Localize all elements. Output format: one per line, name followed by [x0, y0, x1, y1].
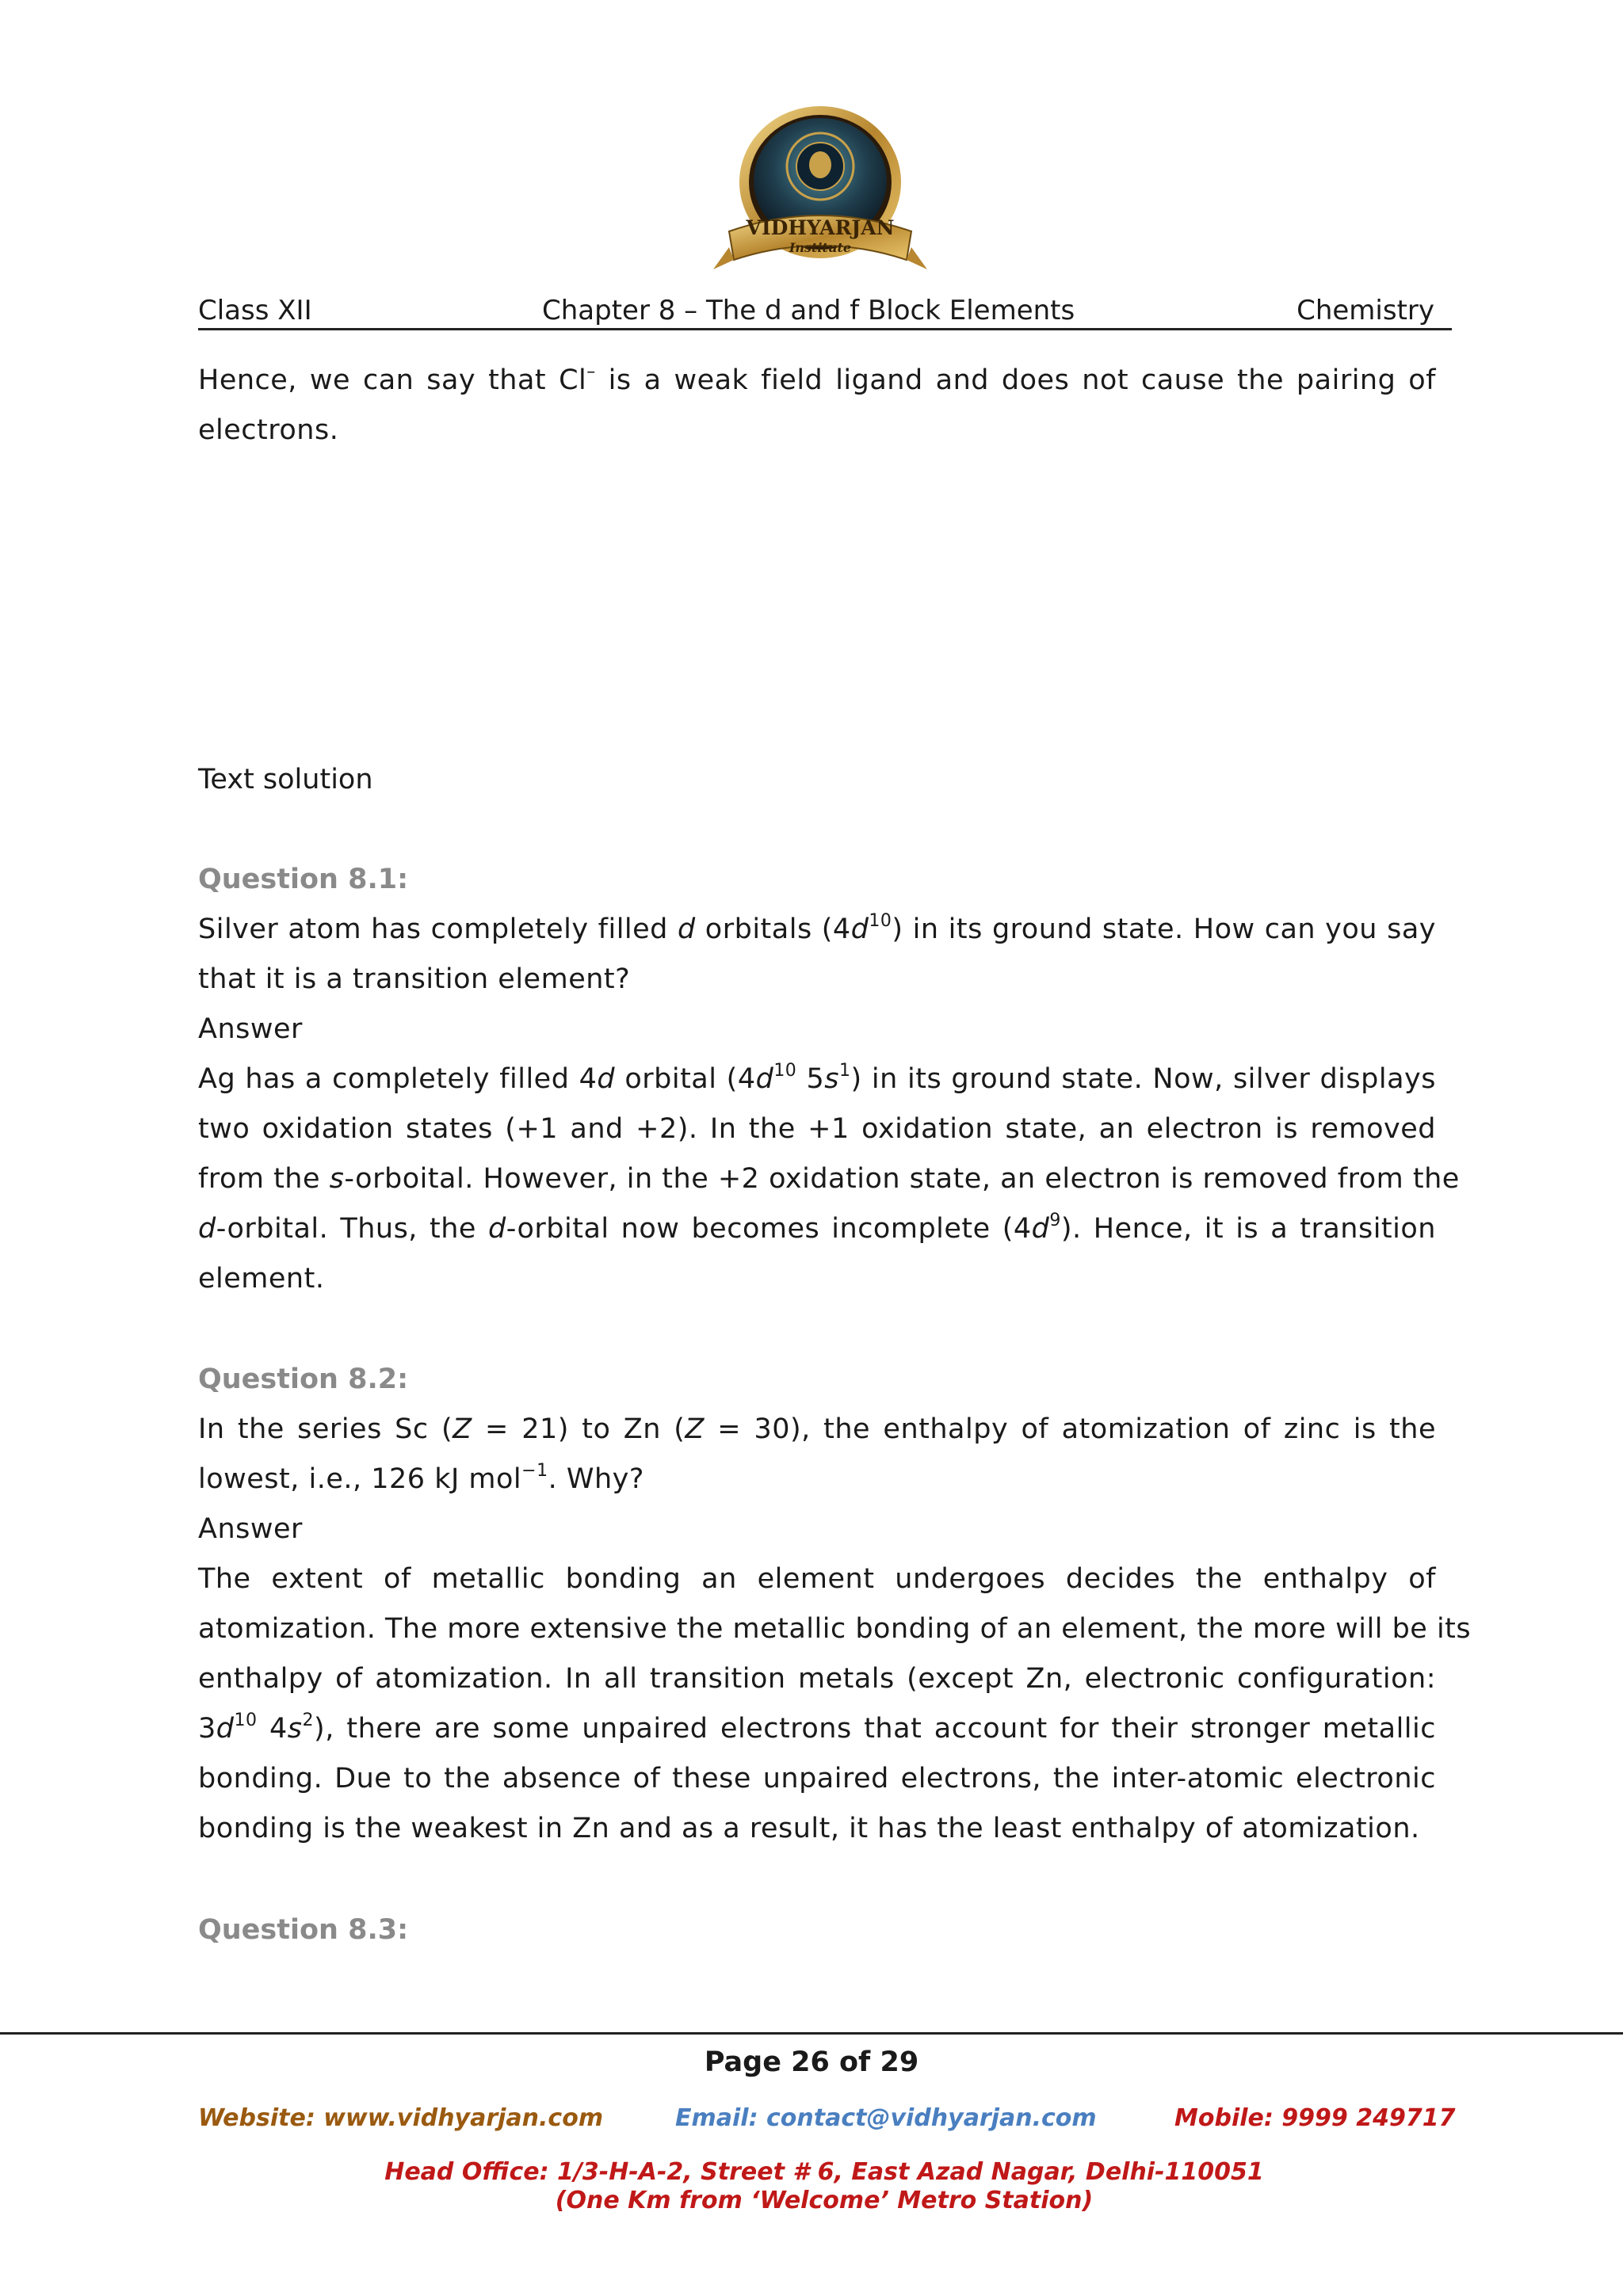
question-8-2-body	[198, 1405, 1472, 1854]
vidhyarjan-logo	[713, 105, 927, 288]
q1-answer-label: Answer	[198, 1013, 303, 1045]
q2-answer-line-5: bonding. Due to the absence of these unpaired electrons, the inter-atomic electronic	[198, 1763, 1436, 1794]
q2-answer-line-4: $3d^{10}$ $4s^2$), there are some unpaired electrons that account for their stronger metallic	[198, 1711, 1436, 1745]
logo-text-bottom: Institute	[789, 240, 852, 255]
q2-line-1: In the series Sc (Z = 21) to Zn (Z = 30), the enthalpy of atomization of zinc is the	[198, 1413, 1436, 1445]
q2-answer-line-2: atomization. The more extensive the metallic bonding of an element, the more will be its	[198, 1613, 1472, 1645]
q1-line-2: that it is a transition element?	[198, 963, 631, 995]
page-number: Page 26 of 29	[704, 2046, 919, 2078]
footer-address-line-1: Head Office: 1/3-H-A-2, Street # 6, East Azad Nagar, Delhi-110051	[384, 2158, 1264, 2186]
q2-answer-line-1: The extent of metallic bonding an element undergoes decides the enthalpy of	[198, 1563, 1436, 1595]
intro-line-1: Hence, we can say that Cl– is a weak field ligand and does not cause the pairing of	[198, 362, 1436, 396]
q2-line-2: lowest, i.e., 126 kJ mol$^{-1}$. Why?	[198, 1461, 644, 1495]
question-8-1-body	[198, 905, 1460, 1304]
text-solution-label: Text solution	[198, 764, 373, 795]
header-chapter: Chapter 8 – The d and f Block Elements	[542, 295, 1075, 326]
footer-email: Email: contact@vidhyarjan.com	[675, 2104, 1097, 2132]
q1-line-1: Silver atom has completely filled d orbitals $(4d^{10})$ in its ground state. How can you say	[198, 911, 1436, 945]
question-8-2-heading: Question 8.2:	[198, 1363, 409, 1395]
question-8-1-heading: Question 8.1:	[198, 864, 409, 895]
q1-answer-line-3: from the s-orboital. However, in the +2 oxidation state, an electron is removed from the	[198, 1163, 1460, 1195]
q1-answer-line-2: two oxidation states (+1 and +2). In the +1 oxidation state, an electron is removed	[198, 1113, 1436, 1145]
q2-answer-line-6: bonding is the weakest in Zn and as a result, it has the least enthalpy of atomization.	[198, 1813, 1420, 1844]
footer-mobile: Mobile: 9999 249717	[1174, 2104, 1456, 2132]
q1-answer-line-5: element.	[198, 1263, 325, 1295]
footer-divider	[0, 2032, 1623, 2035]
q2-answer-line-3: enthalpy of atomization. In all transition metals (except Zn, electronic configuration:	[198, 1663, 1436, 1695]
logo-text-top: VIDHYARJAN	[746, 216, 895, 239]
header-subject: Chemistry	[1296, 295, 1434, 326]
intro-paragraph	[198, 356, 1436, 456]
question-8-3-heading: Question 8.3:	[198, 1914, 409, 1946]
q1-answer-line-4: d-orbital. Thus, the d-orbital now becomes incomplete $(4d^9)$. Hence, it is a transition	[198, 1211, 1436, 1245]
q2-answer-label: Answer	[198, 1513, 303, 1545]
q1-answer-line-1: Ag has a completely filled 4d orbital ($4d^{10}$ $5s^1$) in its ground state. Now, silver displays	[198, 1061, 1436, 1095]
intro-line-2: electrons.	[198, 414, 339, 446]
header-class: Class XII	[198, 295, 312, 326]
page-header	[198, 293, 1452, 330]
footer-website: Website: www.vidhyarjan.com	[198, 2104, 604, 2132]
footer-address-line-2: (One Km from ‘Welcome’ Metro Station)	[555, 2187, 1094, 2214]
